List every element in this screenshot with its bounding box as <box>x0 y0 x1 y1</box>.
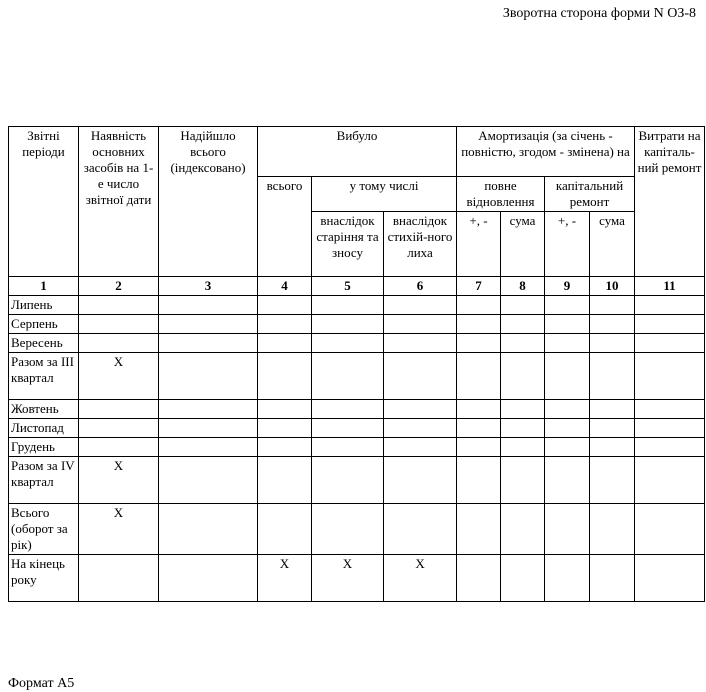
table-row <box>9 438 705 457</box>
value-cell-col-6 <box>384 296 457 315</box>
value-cell-col-10 <box>590 315 635 334</box>
table-row <box>9 400 705 419</box>
header-retired-wear: внаслідок старіння та зносу <box>312 212 384 277</box>
value-cell-col-7 <box>457 438 501 457</box>
value-cell-col-9 <box>545 504 590 555</box>
value-cell-col-3 <box>159 334 258 353</box>
table-row <box>9 457 705 504</box>
period-cell: Разом за IV квартал <box>9 457 79 504</box>
value-cell-col-5 <box>312 400 384 419</box>
column-number: 5 <box>312 277 384 296</box>
header-depreciation: Амортизація (за січень - повністю, згодом - змінена) на <box>457 127 635 177</box>
value-cell-col-4 <box>258 438 312 457</box>
value-cell-col-9 <box>545 400 590 419</box>
value-cell-col-9 <box>545 555 590 602</box>
value-cell-col-7 <box>457 353 501 400</box>
column-numbers-row <box>9 277 705 296</box>
value-cell-col-2: Х <box>79 457 159 504</box>
value-cell-col-10 <box>590 334 635 353</box>
value-cell-col-5 <box>312 457 384 504</box>
column-number: 10 <box>590 277 635 296</box>
value-cell-col-10 <box>590 555 635 602</box>
value-cell-col-5 <box>312 353 384 400</box>
format-note: Формат А5 <box>8 676 75 691</box>
value-cell-col-11 <box>635 504 705 555</box>
table-row <box>9 504 705 555</box>
header-full-sum: сума <box>501 212 545 277</box>
value-cell-col-7 <box>457 296 501 315</box>
value-cell-col-3 <box>159 555 258 602</box>
column-number: 8 <box>501 277 545 296</box>
header-retired-including: у тому числі <box>312 177 457 212</box>
value-cell-col-4 <box>258 419 312 438</box>
value-cell-col-2: Х <box>79 504 159 555</box>
value-cell-col-8 <box>501 419 545 438</box>
value-cell-col-10 <box>590 296 635 315</box>
value-cell-col-2 <box>79 555 159 602</box>
value-cell-col-2 <box>79 400 159 419</box>
value-cell-col-2 <box>79 296 159 315</box>
value-cell-col-11 <box>635 400 705 419</box>
table-body <box>9 296 705 602</box>
value-cell-col-8 <box>501 504 545 555</box>
value-cell-col-8 <box>501 438 545 457</box>
value-cell-col-11 <box>635 555 705 602</box>
value-cell-col-9 <box>545 457 590 504</box>
period-cell: Серпень <box>9 315 79 334</box>
column-number: 3 <box>159 277 258 296</box>
header-cap-sum: сума <box>590 212 635 277</box>
form-reverse-side-note: Зворотна сторона форми N ОЗ-8 <box>502 6 696 21</box>
header-full-plus-minus: +, - <box>457 212 501 277</box>
value-cell-col-11 <box>635 334 705 353</box>
value-cell-col-9 <box>545 334 590 353</box>
value-cell-col-8 <box>501 296 545 315</box>
value-cell-col-6 <box>384 334 457 353</box>
value-cell-col-2 <box>79 438 159 457</box>
value-cell-col-2 <box>79 419 159 438</box>
table-row <box>9 419 705 438</box>
value-cell-col-10 <box>590 438 635 457</box>
period-cell: Листопад <box>9 419 79 438</box>
header-retired-disaster: внаслідок стихій-ного лиха <box>384 212 457 277</box>
value-cell-col-5 <box>312 438 384 457</box>
header-capital-repair: капітальний ремонт <box>545 177 635 212</box>
period-cell: Липень <box>9 296 79 315</box>
value-cell-col-7 <box>457 400 501 419</box>
value-cell-col-4 <box>258 457 312 504</box>
value-cell-col-4 <box>258 315 312 334</box>
value-cell-col-10 <box>590 419 635 438</box>
value-cell-col-6 <box>384 315 457 334</box>
table-row <box>9 353 705 400</box>
table-row <box>9 334 705 353</box>
value-cell-col-6 <box>384 457 457 504</box>
period-cell: Всього (оборот за рік) <box>9 504 79 555</box>
value-cell-col-7 <box>457 419 501 438</box>
value-cell-col-5 <box>312 334 384 353</box>
table-row <box>9 555 705 602</box>
value-cell-col-5 <box>312 296 384 315</box>
value-cell-col-7 <box>457 315 501 334</box>
value-cell-col-3 <box>159 438 258 457</box>
table-row <box>9 315 705 334</box>
value-cell-col-9 <box>545 296 590 315</box>
value-cell-col-8 <box>501 400 545 419</box>
value-cell-col-4: Х <box>258 555 312 602</box>
value-cell-col-5: Х <box>312 555 384 602</box>
value-cell-col-9 <box>545 353 590 400</box>
value-cell-col-5 <box>312 315 384 334</box>
value-cell-col-9 <box>545 438 590 457</box>
value-cell-col-3 <box>159 504 258 555</box>
column-number: 2 <box>79 277 159 296</box>
value-cell-col-4 <box>258 334 312 353</box>
value-cell-col-2: Х <box>79 353 159 400</box>
column-number: 9 <box>545 277 590 296</box>
value-cell-col-5 <box>312 504 384 555</box>
value-cell-col-10 <box>590 400 635 419</box>
value-cell-col-6 <box>384 504 457 555</box>
value-cell-col-8 <box>501 353 545 400</box>
header-row-1 <box>9 127 705 177</box>
header-retired-total: всього <box>258 177 312 277</box>
value-cell-col-8 <box>501 457 545 504</box>
value-cell-col-11 <box>635 296 705 315</box>
period-cell: Жовтень <box>9 400 79 419</box>
value-cell-col-10 <box>590 504 635 555</box>
value-cell-col-4 <box>258 296 312 315</box>
column-number: 1 <box>9 277 79 296</box>
value-cell-col-7 <box>457 457 501 504</box>
value-cell-col-6: Х <box>384 555 457 602</box>
period-cell: На кінець року <box>9 555 79 602</box>
value-cell-col-10 <box>590 353 635 400</box>
value-cell-col-3 <box>159 400 258 419</box>
value-cell-col-6 <box>384 353 457 400</box>
value-cell-col-4 <box>258 504 312 555</box>
value-cell-col-6 <box>384 419 457 438</box>
value-cell-col-2 <box>79 315 159 334</box>
value-cell-col-11 <box>635 457 705 504</box>
column-number: 7 <box>457 277 501 296</box>
value-cell-col-4 <box>258 353 312 400</box>
period-cell: Вересень <box>9 334 79 353</box>
value-cell-col-3 <box>159 353 258 400</box>
value-cell-col-3 <box>159 419 258 438</box>
period-cell: Разом за III квартал <box>9 353 79 400</box>
header-assets-available: Наявність основних засобів на 1-е число звітної дати <box>79 127 159 277</box>
value-cell-col-3 <box>159 296 258 315</box>
header-full-restoration: повне відновлення <box>457 177 545 212</box>
column-number: 11 <box>635 277 705 296</box>
value-cell-col-11 <box>635 419 705 438</box>
value-cell-col-7 <box>457 504 501 555</box>
value-cell-col-6 <box>384 438 457 457</box>
value-cell-col-8 <box>501 315 545 334</box>
value-cell-col-8 <box>501 334 545 353</box>
value-cell-col-11 <box>635 315 705 334</box>
value-cell-col-11 <box>635 353 705 400</box>
header-received-total: Надійшло всього (індексовано) <box>159 127 258 277</box>
value-cell-col-3 <box>159 457 258 504</box>
value-cell-col-7 <box>457 334 501 353</box>
value-cell-col-10 <box>590 457 635 504</box>
value-cell-col-3 <box>159 315 258 334</box>
value-cell-col-9 <box>545 419 590 438</box>
header-reporting-periods: Звітні періоди <box>9 127 79 277</box>
value-cell-col-2 <box>79 334 159 353</box>
column-number: 6 <box>384 277 457 296</box>
value-cell-col-8 <box>501 555 545 602</box>
header-capital-repair-costs: Витрати на капіталь-ний ремонт <box>635 127 705 277</box>
value-cell-col-6 <box>384 400 457 419</box>
value-cell-col-5 <box>312 419 384 438</box>
value-cell-col-9 <box>545 315 590 334</box>
value-cell-col-11 <box>635 438 705 457</box>
header-cap-plus-minus: +, - <box>545 212 590 277</box>
table-row <box>9 296 705 315</box>
period-cell: Грудень <box>9 438 79 457</box>
value-cell-col-4 <box>258 400 312 419</box>
header-retired: Вибуло <box>258 127 457 177</box>
fixed-assets-table <box>8 126 705 602</box>
value-cell-col-7 <box>457 555 501 602</box>
column-number: 4 <box>258 277 312 296</box>
